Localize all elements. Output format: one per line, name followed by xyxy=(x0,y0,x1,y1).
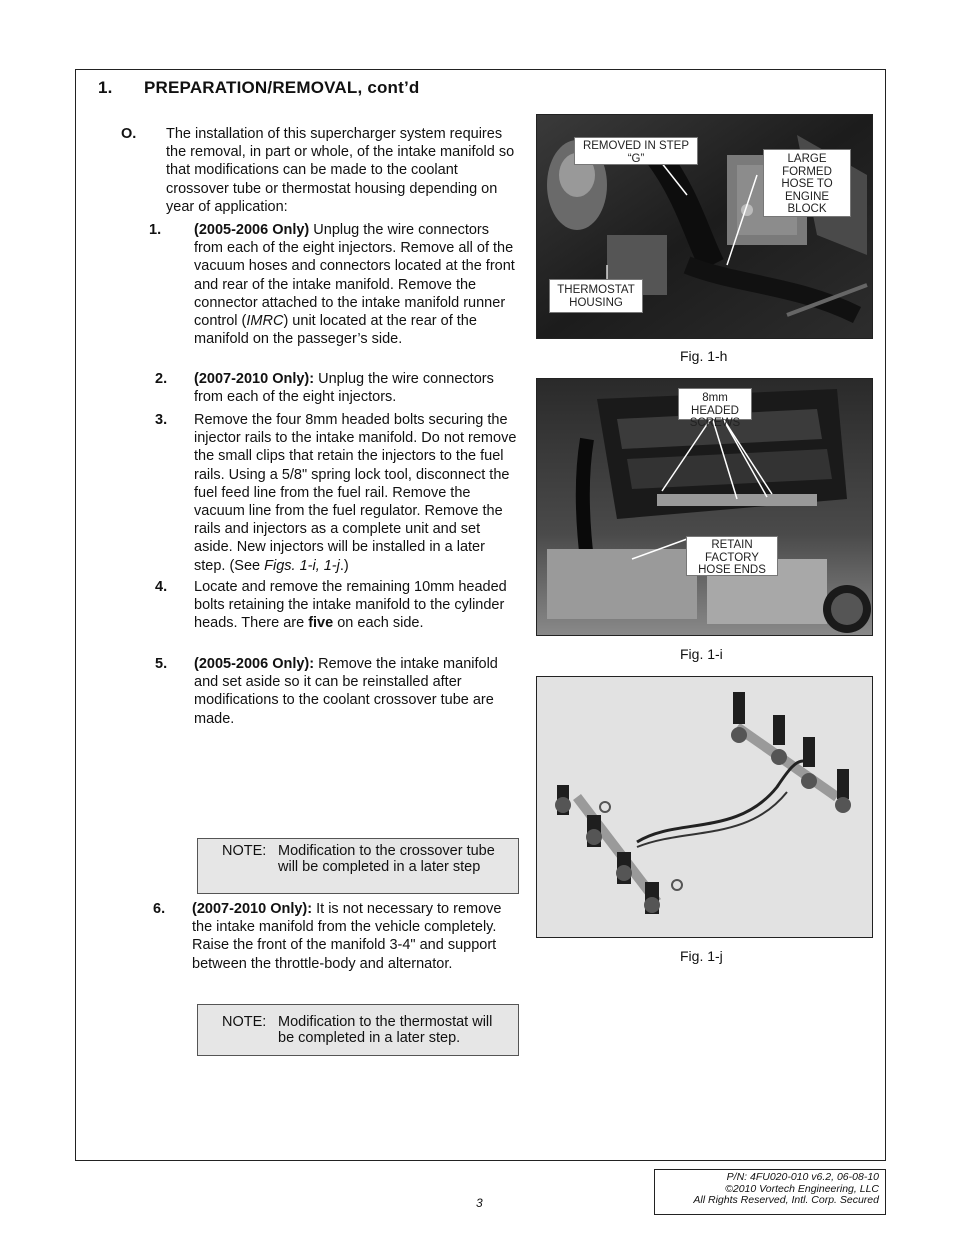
substep-3-text-a: Remove the four 8mm headed bolts securing the injector rails to the intake manifold. Do not remove the small clips that retain the injectors to the fuel rails. Using a 5/8" spring lock tool, disconnect the fuel feed line from the fuel rail. Remove the vacuum line from the fuel regulator. Remove the rails and injectors as a complete unit and set aside. New injectors will be installed in a later step. (See xyxy=(194,412,517,574)
substep-4-text xyxy=(194,578,512,633)
substep-1-text-a: Unplug the wire connectors from each of the eight injectors. Remove all of the vacuum hoses and connectors located at the front and rear of the intake manifold. Remove the connector attached to the intake manifold runner control ( xyxy=(194,222,515,330)
substep-3-label: 3. xyxy=(155,412,168,428)
substep-6-text-a: It is not necessary to remove the intake manifold from the vehicle completely. Raise the front of the manifold 3-4" and support between the throttle-body and alternator. xyxy=(192,901,502,972)
section-title xyxy=(98,78,420,98)
substep-1-text xyxy=(194,221,516,348)
substep-2-text-a: Unplug the wire connectors from each of the eight injectors. xyxy=(194,371,494,406)
step-o-text: The installation of this supercharger system requires the removal, in part or whole, of the intake manifold so that modifications can be made to the coolant crossover tube or thermostat housing depending on year of application: xyxy=(166,126,515,215)
callout-removed-in-step: REMOVED IN STEP “G” xyxy=(574,137,698,165)
substep-2-text xyxy=(194,370,514,406)
figure-1i-photo xyxy=(536,378,873,636)
substep-4-bold: five xyxy=(308,615,334,632)
substep-6-label: 6. xyxy=(153,901,166,917)
callout-retain-factory-hose-ends: RETAIN FACTORY HOSE ENDS xyxy=(686,536,778,576)
substep-5-text-a: Remove the intake manifold and set aside so it can be reinstalled after modifications to the coolant crossover tube are made. xyxy=(194,656,498,727)
callout-8mm-headed-screws: 8mm HEADED SCREWS xyxy=(678,388,752,420)
substep-4-text-b: on each side. xyxy=(333,615,424,632)
footer-rights: All Rights Reserved, Intl. Corp. Secured xyxy=(693,1194,879,1206)
footer-info-box xyxy=(654,1169,886,1215)
note-1-text: Modification to the crossover tube will be completed in a later step xyxy=(278,843,495,875)
substep-3-italic: Figs. 1-i, 1-j xyxy=(264,557,340,574)
figure-1h-photo xyxy=(536,114,873,339)
substep-5-label: 5. xyxy=(155,656,168,672)
substep-1-label: 1. xyxy=(149,222,162,238)
substep-3-text xyxy=(194,411,518,575)
substep-5-text xyxy=(194,655,518,728)
note-1-label: NOTE: xyxy=(222,843,267,859)
callout-thermostat-housing: THERMOSTAT HOUSING xyxy=(549,279,643,313)
substep-2-bold: (2007-2010 Only): xyxy=(194,371,315,387)
figure-1i-caption: Fig. 1-i xyxy=(680,646,723,662)
substep-1-italic: IMRC xyxy=(246,313,284,330)
substep-3-text-b: .) xyxy=(339,557,349,574)
substep-6-text xyxy=(192,900,508,973)
note-crossover xyxy=(197,838,519,894)
footer-copyright: ©2010 Vortech Engineering, LLC xyxy=(725,1182,879,1195)
callout-large-formed-hose: LARGE FORMED HOSE TO ENGINE BLOCK xyxy=(763,149,851,217)
substep-2-label: 2. xyxy=(155,371,168,387)
substep-4-label: 4. xyxy=(155,579,168,595)
footer-part-number: P/N: 4FU020-010 v6.2, 06-08-10 xyxy=(726,1171,879,1183)
substep-1-bold: (2005-2006 Only) xyxy=(194,222,310,238)
section-number: 1. xyxy=(98,78,113,97)
substep-4-text-a: Locate and remove the remaining 10mm headed bolts retaining the intake manifold to the cylinder heads. There are xyxy=(194,579,507,632)
section-heading: PREPARATION/REMOVAL, cont’d xyxy=(144,78,420,97)
substep-6-bold: (2007-2010 Only): xyxy=(192,901,313,917)
fuel-rail-assembly-photo xyxy=(537,677,873,938)
note-2-label: NOTE: xyxy=(222,1014,267,1030)
substep-1-text-b: ) unit located at the rear of the manifold on the passeger’s side. xyxy=(194,313,477,348)
figure-1h-caption: Fig. 1-h xyxy=(680,348,728,364)
figure-1j-photo xyxy=(536,676,873,938)
note-2-text: Modification to the thermostat will be completed in a later step. xyxy=(278,1014,493,1046)
note-thermostat xyxy=(197,1004,519,1056)
substep-5-bold: (2005-2006 Only): xyxy=(194,656,315,672)
figure-1j-caption: Fig. 1-j xyxy=(680,948,723,964)
step-o-label: O. xyxy=(121,126,137,142)
page-number: 3 xyxy=(476,1196,483,1210)
